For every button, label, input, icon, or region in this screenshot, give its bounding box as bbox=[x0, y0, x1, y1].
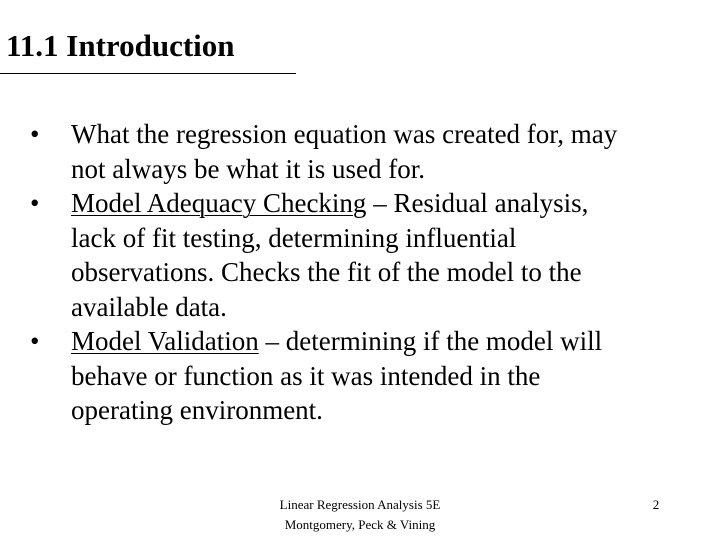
bullet-text: – Residual analysis, lack of fit testing, determining influential observations. Checks the fit of the model to the available data. bbox=[71, 188, 589, 322]
bullet-term: Model Validation bbox=[71, 326, 259, 356]
footer-citation bbox=[260, 495, 460, 535]
title-underline bbox=[0, 73, 296, 74]
page-title: 11.1 Introduction bbox=[6, 28, 235, 63]
list-item bbox=[30, 324, 630, 428]
bullet-icon: • bbox=[30, 326, 40, 356]
footer-line-2: Montgomery, Peck & Vining bbox=[284, 517, 436, 532]
bullet-term: Model Adequacy Checking bbox=[71, 188, 367, 218]
footer-line-1: Linear Regression Analysis 5E bbox=[279, 497, 441, 512]
bullet-text: What the regression equation was created for, may not always be what it is used for. bbox=[71, 119, 618, 184]
list-item bbox=[30, 186, 630, 324]
list-item bbox=[30, 117, 630, 186]
bullet-text: – determining if the model will behave or function as it was intended in the operating environment. bbox=[71, 326, 603, 425]
bullet-icon: • bbox=[30, 188, 40, 218]
page-number: 2 bbox=[652, 497, 660, 512]
bullet-icon: • bbox=[30, 119, 40, 149]
bullet-list bbox=[30, 117, 630, 428]
